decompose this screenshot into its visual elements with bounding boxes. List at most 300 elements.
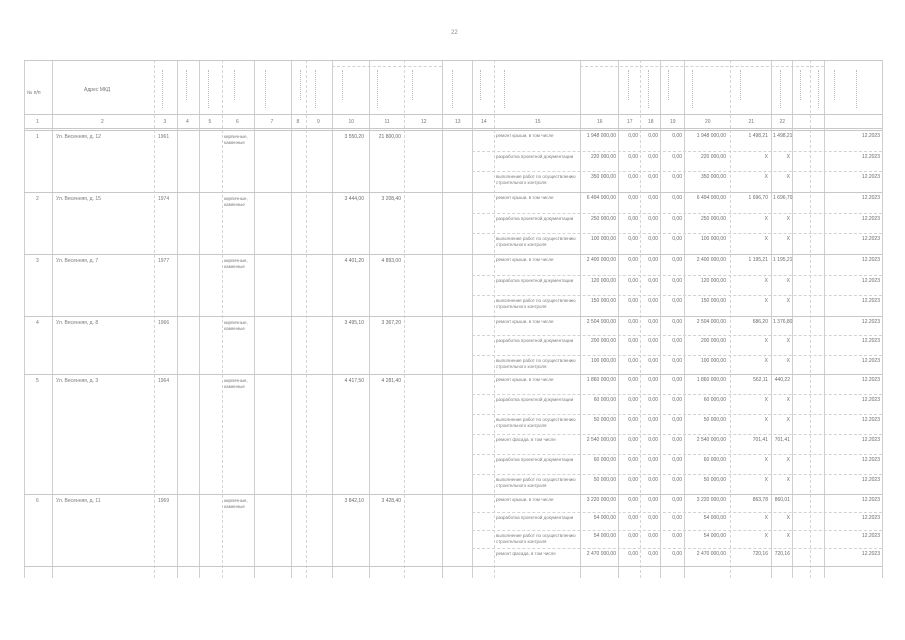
work-c2: 0,00	[648, 277, 658, 284]
rotated-header-text	[818, 70, 819, 108]
address-cell: Ул. Весенняя, д. 7	[56, 258, 99, 264]
work-c1: 0,00	[628, 277, 638, 284]
work-c2: 0,00	[648, 257, 658, 263]
work-c7: 12.2023	[861, 437, 880, 443]
page-number: 22	[451, 30, 458, 36]
total-cell: 4 893,00	[381, 258, 401, 264]
wall-material-cell: кирпичные, каменные	[224, 378, 248, 389]
column-number: 16	[597, 119, 603, 125]
header-rule-mid	[580, 66, 824, 67]
column-rule	[472, 60, 473, 578]
work-c1: 0,00	[628, 551, 638, 557]
work-c2: 0,00	[648, 497, 658, 503]
header-rule-units	[24, 114, 882, 115]
column-number: 7	[270, 119, 274, 125]
column-rule	[369, 60, 370, 578]
work-c6: X	[786, 457, 790, 463]
total-cell: 3 428,40	[381, 498, 401, 504]
work-c5: X	[764, 236, 768, 243]
column-number: 3	[163, 119, 167, 125]
work-c1: 0,00	[628, 153, 638, 160]
work-c7: 12.2023	[861, 236, 880, 243]
row-number: 6	[36, 498, 39, 504]
work-c2: 0,00	[648, 133, 658, 139]
work-c4: 54 000,00	[703, 533, 726, 539]
row-number: 1	[36, 134, 39, 140]
column-rule	[684, 60, 685, 578]
work-c5: 686,20	[752, 319, 768, 325]
rotated-header-text	[480, 70, 481, 100]
row-rule	[24, 374, 882, 375]
column-number: 21	[748, 119, 755, 125]
column-number: 19	[670, 119, 676, 125]
rotated-header-text	[162, 70, 163, 108]
work-c4: 200 000,00	[700, 338, 726, 345]
column-number: 18	[648, 119, 654, 125]
column-rule	[291, 60, 292, 578]
work-c7: 12.2023	[861, 153, 880, 160]
column-rule	[730, 60, 731, 578]
work-description: разработка проектной документации	[496, 515, 574, 520]
work-c6: 1 696,70	[773, 195, 793, 201]
rotated-header-text	[234, 70, 235, 100]
work-c7: 12.2023	[861, 298, 880, 305]
work-c6: X	[786, 215, 790, 222]
column-rule	[580, 60, 581, 578]
work-c6: X	[786, 417, 790, 423]
row-rule	[24, 494, 882, 495]
work-description: выполнение работ по осуществлению строительного контроля	[496, 174, 576, 186]
work-rule	[472, 213, 882, 214]
work-rule	[472, 151, 882, 152]
work-c2: 0,00	[648, 437, 658, 443]
column-rule	[52, 60, 53, 578]
work-c3: 0,00	[672, 417, 682, 423]
rotated-header-text	[668, 70, 669, 100]
work-c5: X	[764, 153, 768, 160]
work-rule	[472, 434, 882, 435]
total-cell: 21 800,00	[378, 134, 401, 140]
work-c1: 0,00	[628, 298, 638, 305]
work-c5: X	[764, 338, 768, 345]
work-c1: 0,00	[628, 397, 638, 403]
work-c4: 2 504 000,00	[696, 319, 726, 325]
area-cell: 3 842,10	[344, 498, 364, 504]
work-c3: 0,00	[672, 215, 682, 222]
address-cell: Ул. Весенняя, д. 11	[56, 498, 101, 504]
rotated-header-text	[692, 70, 693, 108]
work-c2: 0,00	[648, 397, 658, 403]
area-cell: 4 401,20	[344, 258, 364, 264]
work-c7: 12.2023	[861, 277, 880, 284]
work-c2: 0,00	[648, 215, 658, 222]
work-c5: 720,16	[752, 551, 768, 557]
work-c1: 0,00	[628, 133, 638, 139]
year-cell: 1974	[158, 196, 170, 202]
work-description: ремонт фасада, в том числе	[496, 551, 556, 556]
work-c2: 0,00	[648, 533, 658, 539]
work-c3: 0,00	[672, 397, 682, 403]
column-number: 10	[348, 119, 355, 125]
rotated-header-text	[628, 70, 629, 100]
work-description: ремонт фасада, в том числе	[496, 437, 556, 442]
row-number: 4	[36, 320, 39, 326]
work-c2: 0,00	[648, 417, 658, 423]
rotated-header-text	[377, 70, 378, 108]
total-cell: 3 367,20	[381, 320, 401, 326]
column-number: 9	[317, 119, 320, 125]
work-c6: 1 376,80	[773, 319, 793, 325]
work-sum: 1 948 000,00	[586, 133, 616, 139]
column-rule	[199, 60, 200, 578]
year-cell: 1969	[158, 498, 170, 504]
work-c7: 12.2023	[861, 397, 880, 403]
column-rule	[222, 60, 223, 578]
rotated-header-text	[315, 70, 316, 108]
work-rule	[472, 233, 882, 234]
work-sum: 2 540 000,00	[586, 437, 616, 443]
work-c4: 3 220 000,00	[696, 497, 726, 503]
work-c6: 720,16	[774, 551, 790, 557]
address-header: Адрес МКД	[84, 87, 111, 93]
work-sum: 220 000,00	[590, 153, 616, 160]
work-c7: 12.2023	[861, 497, 880, 503]
work-c1: 0,00	[628, 319, 638, 325]
work-c3: 0,00	[672, 174, 682, 181]
work-sum: 150 000,00	[590, 298, 616, 305]
work-description: выполнение работ по осуществлению строительного контроля	[496, 298, 576, 310]
work-c6: X	[786, 477, 790, 483]
rotated-header-text	[412, 70, 413, 100]
row-number: 5	[36, 378, 39, 384]
work-c6: X	[786, 397, 790, 403]
work-c3: 0,00	[672, 515, 682, 521]
work-c2: 0,00	[648, 457, 658, 463]
work-sum: 1 860 000,00	[586, 377, 616, 383]
work-description: выполнение работ по осуществлению строительного контроля	[496, 477, 576, 488]
work-c7: 12.2023	[861, 174, 880, 181]
work-description: выполнение работ по осуществлению строительного контроля	[496, 357, 576, 369]
work-c3: 0,00	[672, 551, 682, 557]
work-rule	[472, 474, 882, 475]
work-c2: 0,00	[648, 551, 658, 557]
work-rule	[472, 295, 882, 296]
work-c3: 0,00	[672, 277, 682, 284]
work-c5: X	[764, 397, 768, 403]
work-c3: 0,00	[672, 338, 682, 345]
work-c3: 0,00	[672, 497, 682, 503]
work-c7: 12.2023	[861, 215, 880, 222]
work-sum: 6 494 000,00	[586, 195, 616, 201]
work-c6: X	[786, 236, 790, 243]
work-c6: X	[786, 338, 790, 345]
capital-repair-table	[24, 60, 882, 578]
column-rule	[24, 60, 25, 578]
work-c3: 0,00	[672, 298, 682, 305]
column-rule	[442, 60, 443, 578]
work-rule	[472, 530, 882, 531]
work-c6: X	[786, 357, 790, 364]
column-rule	[154, 60, 155, 578]
work-c5: X	[764, 477, 768, 483]
row-number: 2	[36, 196, 39, 202]
year-cell: 1966	[158, 320, 170, 326]
work-rule	[472, 275, 882, 276]
work-description: разработка проектной документации	[496, 215, 574, 221]
column-rule	[824, 60, 825, 578]
work-c6: 701,41	[774, 437, 790, 443]
work-c1: 0,00	[628, 195, 638, 201]
work-c7: 12.2023	[861, 195, 880, 201]
work-c3: 0,00	[672, 319, 682, 325]
work-rule	[472, 548, 882, 549]
column-rule	[306, 60, 307, 578]
work-c7: 12.2023	[861, 257, 880, 263]
work-sum: 50 000,00	[593, 477, 616, 483]
work-c7: 12.2023	[861, 551, 880, 557]
column-number: 4	[186, 119, 189, 125]
work-c7: 12.2023	[861, 417, 880, 423]
work-c5: X	[764, 174, 768, 181]
work-rule	[472, 512, 882, 513]
work-c4: 100 000,00	[700, 236, 726, 243]
work-sum: 120 000,00	[590, 277, 616, 284]
work-c1: 0,00	[628, 236, 638, 243]
work-c4: 6 494 000,00	[696, 195, 726, 201]
work-c5: X	[764, 357, 768, 364]
work-c4: 250 000,00	[700, 215, 726, 222]
work-c5: X	[764, 417, 768, 423]
work-c1: 0,00	[628, 357, 638, 364]
work-c2: 0,00	[648, 298, 658, 305]
row-number-header: № п/п	[27, 90, 41, 96]
work-description: ремонт крыши, в том числе	[496, 195, 554, 200]
column-rule	[660, 60, 661, 578]
work-c1: 0,00	[628, 515, 638, 521]
column-rule	[494, 60, 495, 578]
work-description: разработка проектной документации	[496, 397, 574, 402]
work-c3: 0,00	[672, 437, 682, 443]
work-c5: 701,41	[752, 437, 768, 443]
work-c5: X	[764, 533, 768, 539]
work-sum: 3 220 000,00	[586, 497, 616, 503]
work-c6: X	[786, 174, 790, 181]
work-description: выполнение работ по осуществлению строительного контроля	[496, 417, 576, 428]
work-c5: X	[764, 277, 768, 284]
work-sum: 50 000,00	[593, 417, 616, 423]
column-number: 22	[779, 119, 786, 125]
work-c1: 0,00	[628, 338, 638, 345]
work-c3: 0,00	[672, 153, 682, 160]
rotated-header-text	[452, 70, 453, 108]
work-rule	[472, 414, 882, 415]
work-c5: 1 195,21	[748, 257, 768, 263]
work-c3: 0,00	[672, 257, 682, 263]
work-c4: 220 000,00	[700, 153, 726, 160]
column-number: 20	[705, 119, 711, 125]
work-c5: 1 498,21	[748, 133, 768, 139]
work-c5: 562,11	[753, 377, 768, 383]
work-c2: 0,00	[648, 338, 658, 345]
work-c5: 1 696,70	[748, 195, 768, 201]
column-number: 17	[627, 119, 633, 125]
column-rule	[618, 60, 619, 578]
wall-material-cell: кирпичные, каменные	[224, 196, 248, 207]
work-sum: 100 000,00	[590, 236, 616, 243]
row-rule	[24, 192, 882, 193]
total-cell: 4 281,40	[381, 378, 401, 384]
work-c1: 0,00	[628, 417, 638, 423]
work-c4: 2 470 000,00	[696, 551, 726, 557]
rotated-header-text	[834, 70, 835, 100]
work-c4: 1 860 000,00	[696, 377, 726, 383]
wall-material-cell: кирпичные, каменные	[224, 320, 248, 331]
header-rule-top	[24, 60, 882, 61]
work-c3: 0,00	[672, 133, 682, 139]
work-description: ремонт крыши, в том числе	[496, 497, 554, 502]
work-c1: 0,00	[628, 457, 638, 463]
work-c2: 0,00	[648, 477, 658, 483]
work-sum: 60 000,00	[593, 457, 616, 463]
work-c2: 0,00	[648, 357, 658, 364]
rotated-header-text	[265, 70, 266, 108]
work-sum: 200 000,00	[590, 338, 616, 345]
table-bottom-rule	[24, 566, 882, 567]
work-c1: 0,00	[628, 215, 638, 222]
year-cell: 1964	[158, 378, 170, 384]
address-cell: Ул. Весенняя, д. 8	[56, 320, 99, 326]
row-rule	[24, 130, 882, 131]
column-rule	[640, 60, 641, 578]
work-description: разработка проектной документации	[496, 457, 574, 462]
rotated-header-text	[186, 70, 187, 100]
rotated-header-text	[300, 70, 301, 100]
rotated-header-text	[208, 70, 209, 108]
work-sum: 250 000,00	[590, 215, 616, 222]
work-sum: 350 000,00	[590, 174, 616, 181]
address-cell: Ул. Весенняя, д. 3	[56, 378, 99, 384]
work-c4: 60 000,00	[703, 457, 726, 463]
area-cell: 3 550,20	[344, 134, 364, 140]
work-c3: 0,00	[672, 377, 682, 383]
work-c7: 12.2023	[861, 357, 880, 364]
work-c4: 120 000,00	[700, 277, 726, 284]
rotated-header-text	[342, 70, 343, 100]
rotated-header-text	[800, 70, 801, 100]
work-c4: 60 000,00	[703, 397, 726, 403]
work-c4: 54 000,00	[703, 515, 726, 521]
column-rule	[882, 60, 883, 578]
work-rule	[472, 171, 882, 172]
work-c6: 860,01	[774, 497, 790, 503]
work-c2: 0,00	[648, 515, 658, 521]
column-number: 1	[36, 119, 39, 125]
work-description: ремонт крыши, в том числе	[496, 257, 554, 262]
work-c2: 0,00	[648, 174, 658, 181]
area-cell: 3 444,00	[344, 196, 364, 202]
work-c6: 1 195,21	[773, 257, 793, 263]
column-number: 2	[101, 119, 104, 125]
work-sum: 2 504 000,00	[586, 319, 616, 325]
address-cell: Ул. Весенняя, д. 15	[56, 196, 101, 202]
column-rule	[404, 60, 405, 578]
work-description: разработка проектной документации	[496, 277, 574, 283]
area-cell: 3 495,10	[344, 320, 364, 326]
column-rule	[254, 60, 255, 578]
work-c3: 0,00	[672, 195, 682, 201]
work-c1: 0,00	[628, 257, 638, 263]
header-rule-colnums	[24, 128, 882, 129]
work-c2: 0,00	[648, 153, 658, 160]
work-c6: X	[786, 153, 790, 160]
work-c4: 350 000,00	[700, 174, 726, 181]
work-sum: 2 470 000,00	[586, 551, 616, 557]
column-rule	[792, 60, 793, 578]
work-c6: 1 498,21	[773, 133, 793, 139]
row-rule	[24, 316, 882, 317]
work-c6: X	[786, 277, 790, 284]
work-description: выполнение работ по осуществлению строительного контроля	[496, 236, 576, 248]
work-c1: 0,00	[628, 174, 638, 181]
row-rule	[24, 254, 882, 255]
work-c4: 150 000,00	[700, 298, 726, 305]
column-rule	[332, 60, 333, 578]
work-c3: 0,00	[672, 457, 682, 463]
column-number: 14	[481, 119, 487, 125]
work-c5: X	[764, 457, 768, 463]
work-c6: X	[786, 533, 790, 539]
work-c7: 12.2023	[861, 533, 880, 539]
year-cell: 1961	[158, 134, 170, 140]
work-c7: 12.2023	[861, 133, 880, 139]
year-cell: 1977	[158, 258, 170, 264]
column-rule	[810, 60, 811, 578]
column-number: 5	[208, 119, 212, 125]
work-c6: X	[786, 515, 790, 521]
column-number: 12	[421, 119, 427, 125]
work-rule	[472, 454, 882, 455]
rotated-header-text	[780, 70, 781, 108]
work-c3: 0,00	[672, 533, 682, 539]
total-cell: 3 208,40	[381, 196, 401, 202]
work-c7: 12.2023	[861, 319, 880, 325]
work-c7: 12.2023	[861, 515, 880, 521]
row-number: 3	[36, 258, 39, 264]
work-sum: 100 000,00	[590, 357, 616, 364]
work-c4: 50 000,00	[703, 417, 726, 423]
work-c5: X	[764, 215, 768, 222]
work-description: ремонт крыши, в том числе	[496, 319, 554, 324]
work-c1: 0,00	[628, 533, 638, 539]
work-c5: 863,78	[752, 497, 768, 503]
column-number: 11	[384, 119, 390, 125]
rotated-header-text	[648, 70, 649, 108]
work-description: ремонт крыши, в том числе	[496, 377, 554, 382]
column-number: 13	[455, 119, 461, 125]
wall-material-cell: кирпичные, каменные	[224, 134, 248, 145]
work-c2: 0,00	[648, 377, 658, 383]
work-c1: 0,00	[628, 377, 638, 383]
work-rule	[472, 335, 882, 336]
work-c1: 0,00	[628, 437, 638, 443]
column-number: 8	[296, 119, 300, 125]
work-sum: 54 000,00	[593, 533, 616, 539]
column-number: 15	[535, 119, 541, 125]
work-description: разработка проектной документации	[496, 153, 574, 159]
work-c1: 0,00	[628, 497, 638, 503]
work-c2: 0,00	[648, 195, 658, 201]
header-rule-mid	[332, 66, 442, 67]
